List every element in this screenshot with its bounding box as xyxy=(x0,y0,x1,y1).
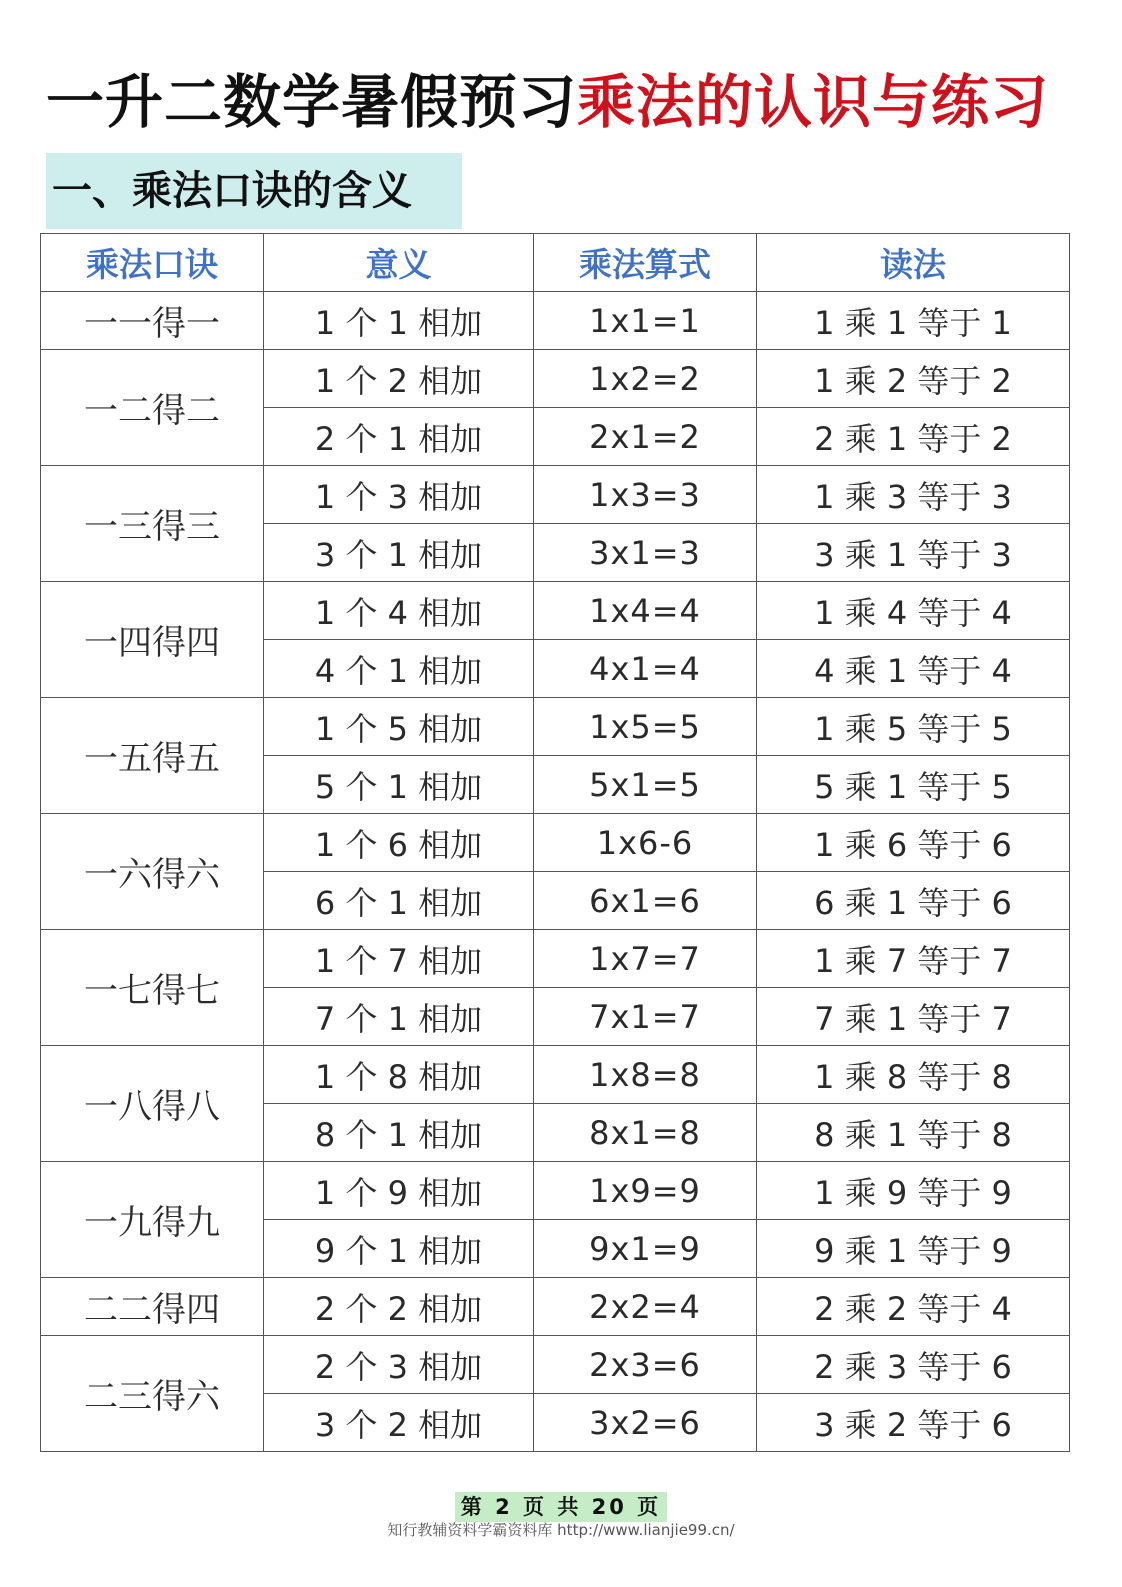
reading-cell: 4 乘 1 等于 4 xyxy=(757,640,1070,698)
reading-cell: 1 乘 9 等于 9 xyxy=(757,1162,1070,1220)
meaning-cell: 2 个 1 相加 xyxy=(264,408,534,466)
meaning-cell: 8 个 1 相加 xyxy=(264,1104,534,1162)
table-row xyxy=(41,1278,1070,1336)
reading-cell: 2 乘 3 等于 6 xyxy=(757,1336,1070,1394)
section-heading: 一、乘法口诀的含义 xyxy=(46,153,462,229)
meaning-cell: 1 个 4 相加 xyxy=(264,582,534,640)
reading-cell: 7 乘 1 等于 7 xyxy=(757,988,1070,1046)
meaning-cell: 2 个 2 相加 xyxy=(264,1278,534,1336)
meaning-cell: 1 个 7 相加 xyxy=(264,930,534,988)
formula-cell: 2x3=6 xyxy=(534,1336,757,1394)
meaning-cell: 1 个 6 相加 xyxy=(264,814,534,872)
title-highlight: 乘法的认识与练习 xyxy=(577,68,1050,136)
formula-cell: 2x1=2 xyxy=(534,408,757,466)
page-number xyxy=(0,1492,1122,1522)
header-formula: 乘法算式 xyxy=(534,234,757,292)
header-rhyme: 乘法口诀 xyxy=(41,234,264,292)
rhyme-cell: 一二得二 xyxy=(41,350,264,466)
rhyme-cell: 一三得三 xyxy=(41,466,264,582)
formula-cell: 1x8=8 xyxy=(534,1046,757,1104)
formula-cell: 5x1=5 xyxy=(534,756,757,814)
meaning-cell: 9 个 1 相加 xyxy=(264,1220,534,1278)
rhyme-cell: 二二得四 xyxy=(41,1278,264,1336)
reading-cell: 1 乘 8 等于 8 xyxy=(757,1046,1070,1104)
reading-cell: 1 乘 3 等于 3 xyxy=(757,466,1070,524)
meaning-cell: 4 个 1 相加 xyxy=(264,640,534,698)
page-number-label: 第 2 页 共 20 页 xyxy=(455,1492,667,1522)
meaning-cell: 6 个 1 相加 xyxy=(264,872,534,930)
reading-cell: 1 乘 7 等于 7 xyxy=(757,930,1070,988)
meaning-cell: 1 个 9 相加 xyxy=(264,1162,534,1220)
table-row xyxy=(41,582,1070,640)
formula-cell: 1x4=4 xyxy=(534,582,757,640)
meaning-cell: 1 个 5 相加 xyxy=(264,698,534,756)
rhyme-cell: 一九得九 xyxy=(41,1162,264,1278)
formula-cell: 1x3=3 xyxy=(534,466,757,524)
header-meaning: 意义 xyxy=(264,234,534,292)
table-row xyxy=(41,698,1070,756)
meaning-cell: 3 个 2 相加 xyxy=(264,1394,534,1452)
formula-cell: 7x1=7 xyxy=(534,988,757,1046)
meaning-cell: 1 个 3 相加 xyxy=(264,466,534,524)
table-row xyxy=(41,814,1070,872)
rhyme-cell: 一五得五 xyxy=(41,698,264,814)
table-body xyxy=(41,292,1070,1452)
meaning-cell: 7 个 1 相加 xyxy=(264,988,534,1046)
reading-cell: 2 乘 1 等于 2 xyxy=(757,408,1070,466)
meaning-cell: 5 个 1 相加 xyxy=(264,756,534,814)
formula-cell: 1x7=7 xyxy=(534,930,757,988)
formula-cell: 3x2=6 xyxy=(534,1394,757,1452)
multiplication-table xyxy=(40,233,1070,1452)
formula-cell: 1x9=9 xyxy=(534,1162,757,1220)
meaning-cell: 1 个 2 相加 xyxy=(264,350,534,408)
reading-cell: 1 乘 4 等于 4 xyxy=(757,582,1070,640)
reading-cell: 8 乘 1 等于 8 xyxy=(757,1104,1070,1162)
formula-cell: 4x1=4 xyxy=(534,640,757,698)
reading-cell: 3 乘 1 等于 3 xyxy=(757,524,1070,582)
rhyme-cell: 一七得七 xyxy=(41,930,264,1046)
reading-cell: 1 乘 2 等于 2 xyxy=(757,350,1070,408)
formula-cell: 1x2=2 xyxy=(534,350,757,408)
header-reading: 读法 xyxy=(757,234,1070,292)
table-row xyxy=(41,292,1070,350)
rhyme-cell: 一一得一 xyxy=(41,292,264,350)
watermark-text: 知行教辅资料学霸资料库 http://www.lianjie99.cn/ xyxy=(387,1521,735,1539)
meaning-cell: 1 个 1 相加 xyxy=(264,292,534,350)
meaning-cell: 1 个 8 相加 xyxy=(264,1046,534,1104)
formula-cell: 1x1=1 xyxy=(534,292,757,350)
table-row xyxy=(41,1336,1070,1394)
formula-cell: 1x6-6 xyxy=(534,814,757,872)
meaning-cell: 2 个 3 相加 xyxy=(264,1336,534,1394)
formula-cell: 3x1=3 xyxy=(534,524,757,582)
reading-cell: 1 乘 5 等于 5 xyxy=(757,698,1070,756)
reading-cell: 9 乘 1 等于 9 xyxy=(757,1220,1070,1278)
formula-cell: 8x1=8 xyxy=(534,1104,757,1162)
title-main: 一升二数学暑假预习 xyxy=(46,68,578,136)
table-row xyxy=(41,1162,1070,1220)
rhyme-cell: 一四得四 xyxy=(41,582,264,698)
table-row xyxy=(41,1046,1070,1104)
formula-cell: 2x2=4 xyxy=(534,1278,757,1336)
formula-cell: 6x1=6 xyxy=(534,872,757,930)
formula-cell: 1x5=5 xyxy=(534,698,757,756)
reading-cell: 2 乘 2 等于 4 xyxy=(757,1278,1070,1336)
table-row xyxy=(41,930,1070,988)
table-row xyxy=(41,350,1070,408)
rhyme-cell: 一六得六 xyxy=(41,814,264,930)
reading-cell: 1 乘 6 等于 6 xyxy=(757,814,1070,872)
meaning-cell: 3 个 1 相加 xyxy=(264,524,534,582)
table-header-row xyxy=(41,234,1070,292)
reading-cell: 3 乘 2 等于 6 xyxy=(757,1394,1070,1452)
formula-cell: 9x1=9 xyxy=(534,1220,757,1278)
reading-cell: 6 乘 1 等于 6 xyxy=(757,872,1070,930)
rhyme-cell: 二三得六 xyxy=(41,1336,264,1452)
reading-cell: 1 乘 1 等于 1 xyxy=(757,292,1070,350)
reading-cell: 5 乘 1 等于 5 xyxy=(757,756,1070,814)
page-title xyxy=(46,62,1086,142)
rhyme-cell: 一八得八 xyxy=(41,1046,264,1162)
table-row xyxy=(41,466,1070,524)
